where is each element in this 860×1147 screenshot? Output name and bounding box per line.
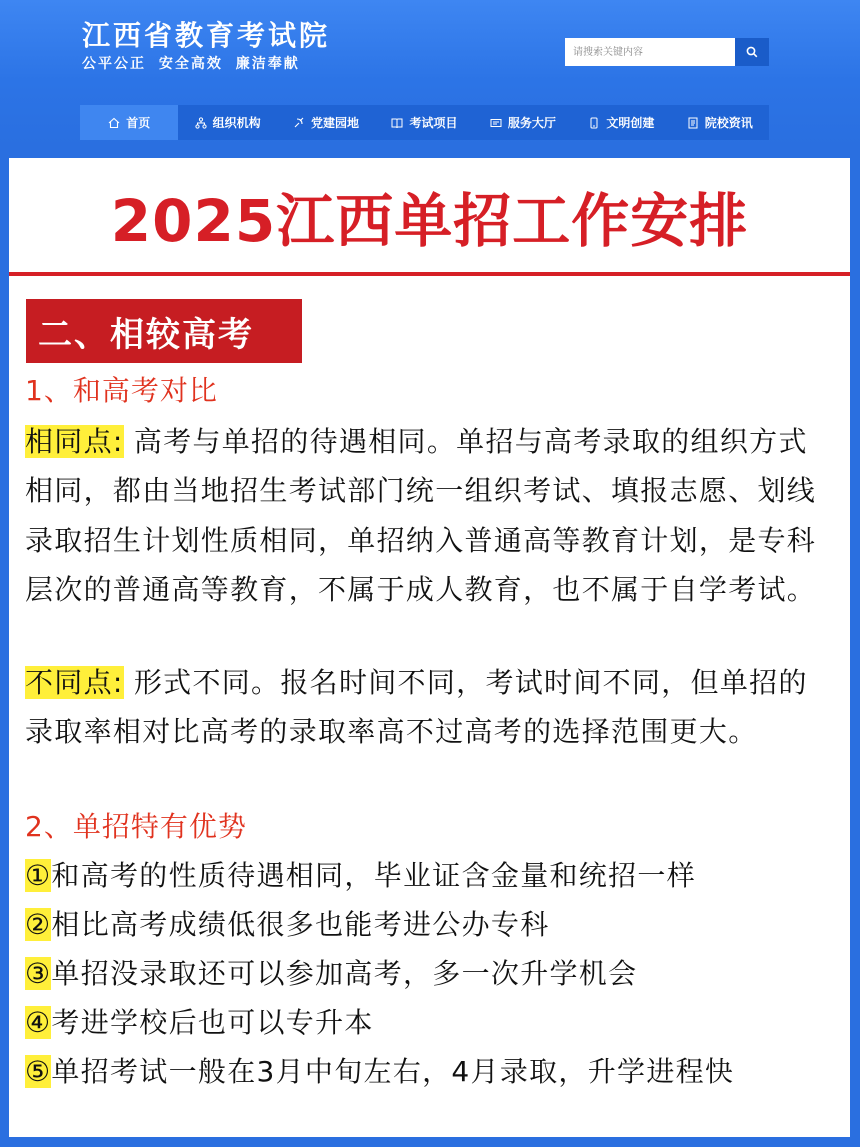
nav-item-exams[interactable] <box>375 105 473 140</box>
comparison-heading: 1、和高考对比 <box>25 374 218 407</box>
nav-label: 院校资讯 <box>704 116 753 130</box>
advantage-text: 和高考的性质待遇相同，毕业证含金量和统招一样 <box>51 859 697 892</box>
advantage-text: 单招考试一般在3月中旬左右，4月录取，升学进程快 <box>51 1055 735 1088</box>
nav-label: 服务大厅 <box>507 116 556 130</box>
article-card <box>9 158 850 1137</box>
advantage-item <box>25 952 637 992</box>
main-nav <box>80 105 769 140</box>
home-icon <box>108 117 120 129</box>
nav-label: 党建园地 <box>311 116 360 130</box>
advantage-number: ④ <box>25 1006 52 1039</box>
advantage-number: ③ <box>25 957 52 990</box>
nav-item-organization[interactable] <box>178 105 276 140</box>
differences-label: 不同点: <box>25 666 124 699</box>
advantages-heading: 2、单招特有优势 <box>25 810 247 843</box>
advantage-item <box>25 1001 374 1041</box>
nav-label: 考试项目 <box>409 116 458 130</box>
differences-paragraph <box>25 658 825 757</box>
nav-item-home[interactable] <box>80 105 178 140</box>
org-icon <box>195 117 207 129</box>
search-icon <box>746 46 758 58</box>
nav-item-service[interactable] <box>474 105 572 140</box>
book-icon <box>391 117 403 129</box>
nav-item-news[interactable] <box>671 105 769 140</box>
site-title[interactable]: 江西省教育考试院 <box>82 19 331 52</box>
advantage-number: ② <box>25 908 52 941</box>
site-slogan: 公平公正 安全高效 廉洁奉献 <box>82 56 300 72</box>
nav-label: 文明创建 <box>606 116 655 130</box>
search-box <box>565 38 769 66</box>
service-icon <box>490 117 502 129</box>
section-heading: 二、相较高考 <box>26 299 302 363</box>
nav-label: 首页 <box>126 116 151 130</box>
advantage-item <box>25 1050 734 1090</box>
nav-item-party[interactable] <box>277 105 375 140</box>
nav-label: 组织机构 <box>212 116 261 130</box>
title-divider <box>9 272 850 276</box>
similarities-text: 高考与单招的待遇相同。单招与高考录取的组织方式相同，都由当地招生考试部门统一组织考试、填报志愿、划线录取招生计划性质相同，单招纳入普通高等教育计划，是专科层次的普通高等教育，不属于成人教育，也不属于自学考试。 <box>25 425 817 606</box>
advantage-number: ① <box>25 859 52 892</box>
news-icon <box>687 117 699 129</box>
advantage-text: 相比高考成绩低很多也能考进公办专科 <box>51 908 550 941</box>
advantage-text: 考进学校后也可以专升本 <box>51 1006 374 1039</box>
search-input[interactable] <box>565 38 735 66</box>
nav-item-civilization[interactable] <box>572 105 670 140</box>
similarities-paragraph <box>25 417 825 614</box>
search-button[interactable] <box>735 38 769 66</box>
article-title: 2025江西单招工作安排 <box>110 187 749 255</box>
party-icon <box>293 117 305 129</box>
advantage-item <box>25 854 696 894</box>
similarities-label: 相同点: <box>25 425 124 458</box>
advantage-item <box>25 903 550 943</box>
differences-text: 形式不同。报名时间不同，考试时间不同，但单招的录取率相对比高考的录取率高不过高考的选择范围更大。 <box>25 666 808 749</box>
mobile-icon <box>588 117 600 129</box>
advantage-number: ⑤ <box>25 1055 52 1088</box>
site-header <box>0 0 860 146</box>
advantage-text: 单招没录取还可以参加高考，多一次升学机会 <box>51 957 638 990</box>
